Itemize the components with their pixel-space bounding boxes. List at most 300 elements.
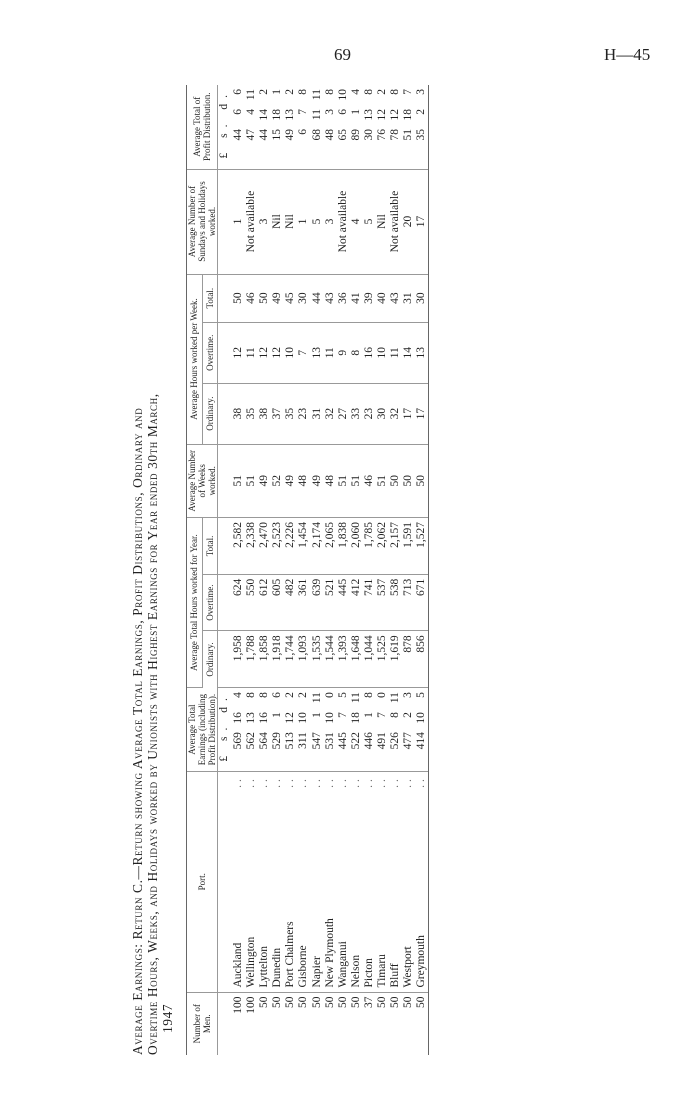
pence-value: 11 [310, 692, 323, 704]
week-total-cell: 43 [324, 274, 337, 322]
profit-cell [297, 85, 310, 169]
pounds-value: 569 [232, 732, 244, 750]
shillings-value: 8 [389, 712, 402, 718]
earnings-cell [258, 688, 271, 772]
pence-value: 8 [258, 692, 271, 698]
port-name: Wellington [245, 936, 258, 988]
pounds-value: 35 [415, 129, 428, 141]
shillings-value: 16 [258, 712, 271, 724]
pence-value: 2 [284, 692, 297, 698]
table-row [376, 85, 389, 1055]
hours-overtime-cell: 538 [389, 574, 402, 631]
weeks-cell: 49 [311, 444, 324, 517]
earnings-cell [350, 688, 363, 772]
sundays-cell: 5 [311, 169, 324, 274]
profit-cell [415, 85, 429, 169]
men-cell: 50 [258, 996, 271, 1009]
port-name: Dunedin [271, 947, 284, 988]
shillings-value: 12 [389, 109, 402, 121]
sundays-cell: 17 [415, 169, 429, 274]
pounds-value: 547 [310, 732, 323, 750]
header-ordinary-week: Ordinary. [202, 383, 218, 444]
week-overtime-cell: 14 [402, 322, 415, 383]
hours-ordinary-cell: 1,858 [258, 631, 271, 688]
shillings-value: 7 [297, 109, 310, 115]
pence-value: 8 [297, 89, 310, 95]
table-row [284, 85, 297, 1055]
pounds-value: 477 [402, 732, 415, 750]
profit-units [218, 85, 233, 169]
header-total-year: Total. [202, 518, 218, 575]
pence-value: 2 [284, 89, 297, 95]
hours-ordinary-cell: 1,544 [324, 631, 337, 688]
men-cell: 50 [336, 996, 349, 1009]
shillings-value: 1 [349, 109, 362, 115]
week-overtime-cell: 13 [415, 322, 429, 383]
weeks-cell: 51 [337, 444, 350, 517]
sundays-cell: 3 [258, 169, 271, 274]
hours-total-cell: 1,454 [297, 518, 310, 575]
title-line-3: 1947 [160, 1003, 175, 1033]
week-ordinary-cell: 38 [258, 383, 271, 444]
port-name: Westport [402, 946, 415, 988]
earnings-cell [389, 688, 402, 772]
hours-total-cell: 2,065 [324, 518, 337, 575]
shillings-value: 13 [362, 109, 375, 121]
shillings-value: 18 [349, 712, 362, 724]
header-total-week: Total. [202, 274, 218, 322]
port-cell [324, 772, 337, 992]
title-line-1: Average Earnings: Return C.—Return showing Average Total Earnings, Profit Distributions, Ordinary and [130, 407, 145, 1055]
profit-cell [245, 85, 258, 169]
shillings-value: 10 [297, 712, 310, 724]
pence-value: 2 [297, 692, 310, 698]
hours-total-cell: 2,338 [245, 518, 258, 575]
header-overtime-year: Overtime. [202, 574, 218, 631]
pounds-value: 76 [376, 129, 389, 141]
hours-overtime-cell: 521 [324, 574, 337, 631]
header-earnings: Average Total Earnings (including Profit Distribution). [187, 688, 218, 772]
hours-ordinary-cell: 1,744 [284, 631, 297, 688]
pounds-value: 44 [232, 129, 244, 141]
pounds-value: 89 [349, 129, 362, 141]
earnings-cell [284, 688, 297, 772]
pounds-value: 529 [271, 732, 284, 750]
hours-overtime-cell: 624 [232, 574, 245, 631]
men-cell: 50 [415, 992, 429, 1055]
pence-value: 1 [271, 89, 284, 95]
weeks-cell: 50 [402, 444, 415, 517]
port-cell [284, 772, 297, 992]
hours-ordinary-cell: 1,044 [363, 631, 376, 688]
header-weeks: Average Number of Weeks worked. [187, 444, 218, 517]
week-total-cell: 36 [337, 274, 350, 322]
earnings-cell [232, 688, 245, 772]
pounds-value: 6 [297, 129, 310, 135]
table-row [232, 85, 245, 1055]
shillings-value: 12 [376, 109, 389, 121]
pence-value: 8 [389, 89, 402, 95]
earnings-cell [376, 688, 389, 772]
hours-total-cell: 2,174 [311, 518, 324, 575]
hours-overtime-cell: 482 [284, 574, 297, 631]
earnings-cell [363, 688, 376, 772]
port-name: Lyttelton [258, 945, 271, 988]
pounds-value: 68 [310, 129, 323, 141]
profit-cell [232, 85, 245, 169]
page-number: 69 [334, 45, 351, 64]
shillings-value: 18 [271, 109, 284, 121]
pence-value: 10 [336, 89, 349, 101]
week-total-cell: 40 [376, 274, 389, 322]
week-total-cell: 30 [297, 274, 310, 322]
rotated-table-region [130, 85, 560, 1055]
pounds-value: 44 [258, 129, 271, 141]
pence-value: 2 [376, 89, 389, 95]
pence-value: 2 [258, 89, 271, 95]
leader-dots: .. [284, 776, 297, 788]
hours-ordinary-cell: 1,525 [376, 631, 389, 688]
table-body [218, 85, 429, 1055]
shillings-value: 13 [284, 109, 297, 121]
title-line-2: Overtime Hours, Weeks, and Holidays worked by Unionists with Highest Earnings for Year ended 30th March, [145, 393, 160, 1055]
pence-value: 0 [376, 692, 389, 698]
pence-value: 6 [271, 692, 284, 698]
weeks-cell: 50 [389, 444, 402, 517]
header-hours-year: Average Total Hours worked for Year. [187, 518, 203, 688]
table-row [324, 85, 337, 1055]
port-name: New Plymouth [323, 918, 336, 988]
weeks-cell: 48 [297, 444, 310, 517]
pounds-value: 445 [336, 732, 349, 750]
men-cell: 50 [310, 996, 323, 1009]
week-ordinary-cell: 17 [415, 383, 429, 444]
port-cell [297, 772, 310, 992]
unit-shilling: s. [218, 721, 231, 741]
week-overtime-cell: 7 [297, 322, 310, 383]
port-name: Picton [362, 958, 375, 988]
week-total-cell: 45 [284, 274, 297, 322]
week-ordinary-cell: 17 [402, 383, 415, 444]
profit-cell [284, 85, 297, 169]
pounds-value: 15 [271, 129, 284, 141]
sundays-cell: Not available [389, 169, 402, 274]
men-cell: 100 [245, 996, 258, 1014]
pence-value: 8 [362, 692, 375, 698]
pounds-value: 522 [349, 732, 362, 750]
week-overtime-cell: 8 [350, 322, 363, 383]
port-cell [232, 772, 245, 992]
page-code: H—45 [604, 45, 651, 64]
men-cell: 50 [402, 996, 415, 1009]
hours-overtime-cell: 361 [297, 574, 310, 631]
men-cell: 50 [271, 996, 284, 1009]
port-cell [363, 772, 376, 992]
leader-dots: .. [310, 776, 323, 788]
shillings-value: 2 [415, 109, 428, 115]
shillings-value: 6 [336, 109, 349, 115]
unit-shilling-profit: s. [218, 118, 231, 138]
sundays-cell: Not available [245, 169, 258, 274]
pence-value: 4 [349, 89, 362, 95]
table-row [402, 85, 415, 1055]
table-row [363, 85, 376, 1055]
pounds-value: 30 [362, 129, 375, 141]
week-total-cell: 31 [402, 274, 415, 322]
pounds-value: 78 [389, 129, 402, 141]
port-name: Port Chalmers [284, 921, 297, 988]
shillings-value: 11 [310, 109, 323, 121]
men-cell: 50 [297, 996, 310, 1009]
weeks-cell: 51 [245, 444, 258, 517]
week-ordinary-cell: 30 [376, 383, 389, 444]
week-overtime-cell: 9 [337, 322, 350, 383]
weeks-cell: 46 [363, 444, 376, 517]
sundays-cell: 4 [350, 169, 363, 274]
leader-dots: .. [245, 776, 258, 788]
table-row [389, 85, 402, 1055]
profit-cell [311, 85, 324, 169]
sundays-cell: Nil [271, 169, 284, 274]
port-name: Napier [310, 956, 323, 988]
shillings-value: 7 [336, 712, 349, 718]
week-overtime-cell: 12 [258, 322, 271, 383]
hours-total-cell: 1,838 [337, 518, 350, 575]
port-name: Greymouth [415, 935, 428, 988]
hours-overtime-cell: 550 [245, 574, 258, 631]
units-row [218, 85, 233, 1055]
unit-pence: d. [218, 692, 231, 713]
hours-overtime-cell: 671 [415, 574, 429, 631]
earnings-cell [311, 688, 324, 772]
shillings-value: 1 [362, 712, 375, 718]
hours-ordinary-cell: 1,958 [232, 631, 245, 688]
week-overtime-cell: 12 [271, 322, 284, 383]
unit-pound-profit: £ [218, 146, 231, 159]
week-ordinary-cell: 33 [350, 383, 363, 444]
table-row [245, 85, 258, 1055]
pounds-value: 491 [376, 732, 389, 750]
week-total-cell: 39 [363, 274, 376, 322]
week-total-cell: 44 [311, 274, 324, 322]
hours-ordinary-cell: 1,648 [350, 631, 363, 688]
earnings-cell [271, 688, 284, 772]
weeks-cell: 49 [258, 444, 271, 517]
port-cell [258, 772, 271, 992]
earnings-table [186, 85, 429, 1055]
leader-dots: .. [376, 776, 389, 788]
sundays-cell: Nil [284, 169, 297, 274]
sundays-cell: 1 [297, 169, 310, 274]
port-cell [376, 772, 389, 992]
sundays-cell: Not available [337, 169, 350, 274]
hours-overtime-cell: 639 [311, 574, 324, 631]
pounds-value: 47 [245, 129, 258, 141]
leader-dots: .. [389, 776, 402, 788]
sundays-cell: 1 [232, 169, 245, 274]
port-cell [311, 772, 324, 992]
week-overtime-cell: 10 [284, 322, 297, 383]
unit-pound: £ [218, 749, 231, 762]
week-ordinary-cell: 27 [337, 383, 350, 444]
hours-total-cell: 2,060 [350, 518, 363, 575]
hours-ordinary-cell: 1,788 [245, 631, 258, 688]
port-name: Timaru [376, 954, 389, 988]
week-ordinary-cell: 37 [271, 383, 284, 444]
header-ordinary-year: Ordinary. [202, 631, 218, 688]
earnings-cell [297, 688, 310, 772]
leader-dots: .. [336, 776, 349, 788]
week-overtime-cell: 11 [245, 322, 258, 383]
profit-cell [337, 85, 350, 169]
header-overtime-week: Overtime. [202, 322, 218, 383]
page-title [130, 85, 180, 1055]
hours-ordinary-cell: 856 [415, 631, 429, 688]
pence-value: 7 [402, 89, 415, 95]
profit-cell [363, 85, 376, 169]
weeks-cell: 51 [376, 444, 389, 517]
weeks-cell: 48 [324, 444, 337, 517]
weeks-cell: 52 [271, 444, 284, 517]
leader-dots: .. [402, 776, 415, 788]
pence-value: 11 [349, 692, 362, 704]
men-cell: 50 [376, 996, 389, 1009]
hours-overtime-cell: 537 [376, 574, 389, 631]
header-sundays: Average Number of Sundays and Holidays worked. [187, 169, 218, 274]
week-ordinary-cell: 35 [284, 383, 297, 444]
week-total-cell: 41 [350, 274, 363, 322]
table-row [297, 85, 310, 1055]
pounds-value: 51 [402, 129, 415, 141]
hours-overtime-cell: 741 [363, 574, 376, 631]
hours-total-cell: 1,591 [402, 518, 415, 575]
leader-dots: .. [271, 776, 284, 788]
pounds-value: 48 [323, 129, 336, 141]
week-ordinary-cell: 32 [324, 383, 337, 444]
port-cell [389, 772, 402, 992]
week-ordinary-cell: 31 [311, 383, 324, 444]
weeks-cell: 50 [415, 444, 429, 517]
shillings-value: 10 [323, 712, 336, 724]
profit-cell [376, 85, 389, 169]
table-row [350, 85, 363, 1055]
weeks-cell: 51 [350, 444, 363, 517]
leader-dots: .. [415, 776, 428, 788]
men-cell: 100 [232, 996, 244, 1014]
week-total-cell: 49 [271, 274, 284, 322]
header-profit: Average Total of Profit Distribution. [187, 85, 218, 169]
hours-total-cell: 2,582 [232, 518, 245, 575]
men-cell: 50 [349, 996, 362, 1009]
earnings-cell [245, 688, 258, 772]
shillings-value: 6 [232, 109, 244, 115]
profit-cell [350, 85, 363, 169]
week-total-cell: 46 [245, 274, 258, 322]
port-name: Nelson [349, 954, 362, 988]
hours-total-cell: 2,523 [271, 518, 284, 575]
profit-cell [324, 85, 337, 169]
sundays-cell: 3 [324, 169, 337, 274]
profit-cell [271, 85, 284, 169]
pounds-value: 49 [284, 129, 297, 141]
port-name: Bluff [389, 963, 402, 988]
leader-dots: .. [323, 776, 336, 788]
port-cell [245, 772, 258, 992]
unit-pence-profit: d. [218, 89, 231, 110]
week-ordinary-cell: 32 [389, 383, 402, 444]
hours-total-cell: 2,157 [389, 518, 402, 575]
port-name: Wanganui [336, 941, 349, 988]
pence-value: 6 [232, 89, 244, 95]
hours-total-cell: 1,527 [415, 518, 429, 575]
shillings-value: 3 [323, 109, 336, 115]
hours-total-cell: 2,470 [258, 518, 271, 575]
header-men: Number of Men. [187, 992, 218, 1055]
port-cell [350, 772, 363, 992]
header-hours-week: Average Hours worked per Week. [187, 274, 203, 444]
leader-dots: .. [362, 776, 375, 788]
hours-overtime-cell: 713 [402, 574, 415, 631]
pence-value: 4 [232, 692, 244, 698]
header-port: Port. [187, 772, 218, 992]
leader-dots: .. [232, 776, 244, 788]
pence-value: 3 [402, 692, 415, 698]
shillings-value: 1 [271, 712, 284, 718]
men-cell: 50 [389, 996, 402, 1009]
hours-overtime-cell: 612 [258, 574, 271, 631]
hours-ordinary-cell: 1,619 [389, 631, 402, 688]
men-cell: 50 [284, 996, 297, 1009]
port-name: Gisborne [297, 945, 310, 988]
shillings-value: 14 [258, 109, 271, 121]
earnings-cell [337, 688, 350, 772]
pence-value: 11 [310, 89, 323, 101]
port-cell [271, 772, 284, 992]
week-total-cell: 50 [258, 274, 271, 322]
profit-cell [258, 85, 271, 169]
pence-value: 5 [336, 692, 349, 698]
week-overtime-cell: 10 [376, 322, 389, 383]
shillings-value: 16 [232, 712, 244, 724]
hours-overtime-cell: 412 [350, 574, 363, 631]
sundays-cell: 20 [402, 169, 415, 274]
earnings-cell [324, 688, 337, 772]
earnings-cell [415, 688, 429, 772]
sundays-cell: 5 [363, 169, 376, 274]
port-cell [402, 772, 415, 992]
weeks-cell: 49 [284, 444, 297, 517]
week-total-cell: 43 [389, 274, 402, 322]
pounds-value: 562 [245, 732, 258, 750]
profit-cell [389, 85, 402, 169]
pence-value: 11 [245, 89, 258, 101]
table-row [311, 85, 324, 1055]
shillings-value: 4 [245, 109, 258, 115]
pounds-value: 311 [297, 732, 310, 749]
pounds-value: 513 [284, 732, 297, 750]
leader-dots: .. [297, 776, 310, 788]
pounds-value: 65 [336, 129, 349, 141]
week-total-cell: 50 [232, 274, 245, 322]
earnings-cell [402, 688, 415, 772]
earnings-units [218, 688, 233, 772]
shillings-value: 10 [415, 712, 428, 724]
port-name: Auckland [232, 942, 244, 988]
pounds-value: 446 [362, 732, 375, 750]
hours-total-cell: 2,062 [376, 518, 389, 575]
pounds-value: 526 [389, 732, 402, 750]
hours-ordinary-cell: 1,093 [297, 631, 310, 688]
